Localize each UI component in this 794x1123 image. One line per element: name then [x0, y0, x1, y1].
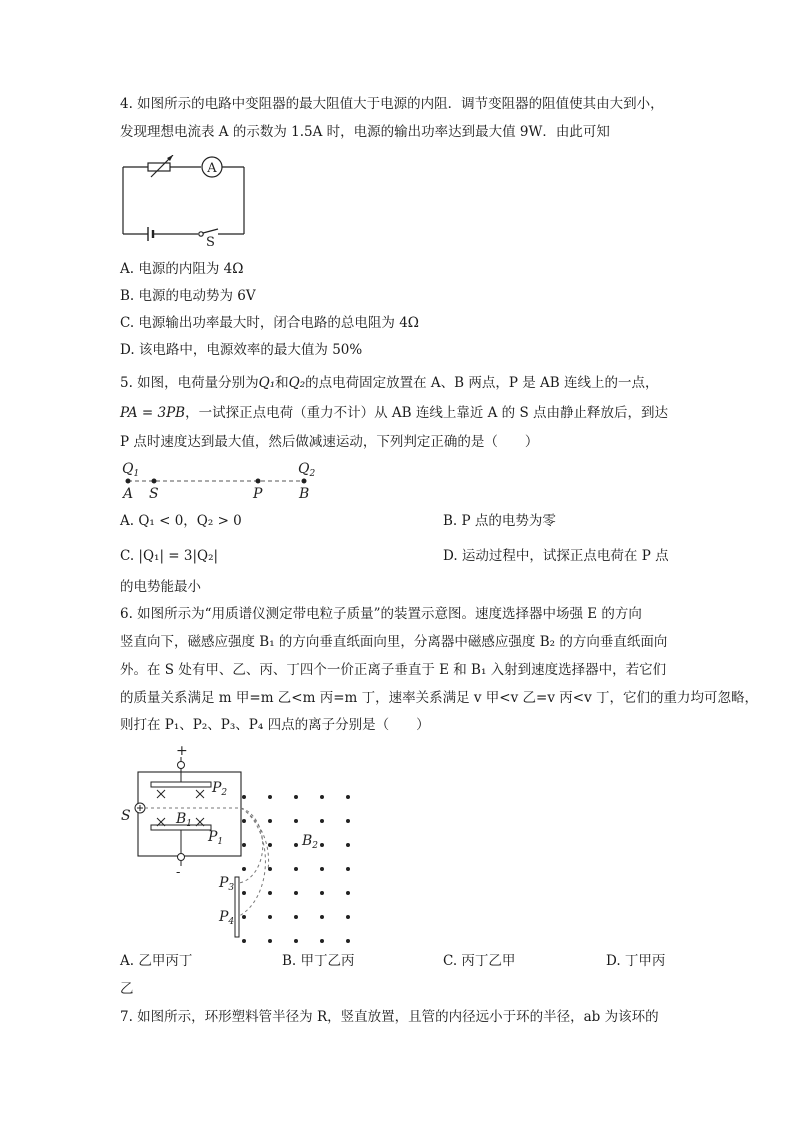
point-b	[302, 479, 307, 484]
field-dot	[346, 843, 350, 847]
minus-terminal	[178, 854, 185, 861]
label-b1: $B_1$	[176, 811, 193, 829]
field-dot	[320, 867, 324, 871]
label-p3: $P_3$	[219, 875, 235, 893]
q5-charge-q1: Q₁	[258, 375, 276, 391]
q5-option-c: C. |Q₁| = 3|Q₂|	[120, 548, 219, 564]
q5-stem-part: 5. 如图，电荷量分别为	[120, 375, 259, 391]
field-dot	[294, 843, 298, 847]
field-dot	[242, 939, 246, 943]
point-a	[126, 479, 131, 484]
label-q2: $Q_2$	[298, 461, 316, 479]
ammeter-label: A	[207, 161, 217, 176]
field-dot	[320, 795, 324, 799]
q6-stem-line5: 则打在 P₁、P₂、P₃、P₄ 四点的离子分别是（ ）	[120, 717, 430, 733]
field-dot	[320, 891, 324, 895]
q6-stem-line4: 的质量关系满足 m 甲=m 乙<m 丙=m 丁，速率关系满足 v 甲<v 乙=v 丙<v 丁，它们的重力均可忽略，	[120, 690, 758, 706]
label-a: A	[123, 486, 134, 502]
q5-option-d: D. 运动过程中，试探正点电荷在 P 点	[443, 548, 669, 564]
q5-stem-line3: P 点时速度达到最大值，然后做减速运动，下列判定正确的是（ ）	[120, 434, 539, 450]
field-dot	[346, 867, 350, 871]
field-dot	[268, 915, 272, 919]
detector-plate	[235, 877, 239, 937]
minus-terminal-label: -	[176, 865, 181, 880]
q6-option-b: B. 甲丁乙丙	[282, 953, 355, 969]
field-dot	[320, 819, 324, 823]
q5-stem-line1	[120, 373, 659, 393]
field-dot	[294, 891, 298, 895]
field-dot	[242, 891, 246, 895]
field-dot	[320, 843, 324, 847]
q4-option-a: A. 电源的内阻为 4Ω	[120, 261, 244, 277]
q6-option-d: D. 丁甲丙	[606, 953, 666, 969]
label-p1: $P_1$	[208, 829, 224, 847]
q6-stem-line1: 6. 如图所示为“用质谱仪测定带电粒子质量”的装置示意图。速度选择器中场强 E 的方向	[120, 606, 642, 622]
field-dot	[346, 891, 350, 895]
q4-stem-line2: 发现理想电流表 A 的示数为 1.5A 时，电源的输出功率达到最大值 9W．由此可知	[120, 124, 610, 140]
q6-mass-spectrometer-diagram	[118, 740, 363, 945]
q6-stem-line3: 外。在 S 处有甲、乙、丙、丁四个一价正离子垂直于 E 和 B₁ 入射到速度选择器中，若它们	[120, 662, 667, 678]
field-dot	[268, 891, 272, 895]
field-dot	[268, 795, 272, 799]
switch-pivot	[199, 232, 203, 236]
label-b: B	[299, 486, 310, 502]
q6-stem-line2: 竖直向下，磁感应强度 B₁ 的方向垂直纸面向里，分离器中磁感应强度 B₂ 的方向垂直纸面向	[120, 634, 668, 650]
q5-stem-part: 和	[275, 375, 289, 391]
b2-field-dots	[242, 795, 350, 943]
source-s-label: S	[121, 808, 131, 824]
q4-option-b: B. 电源的电动势为 6V	[120, 288, 256, 304]
q6-option-a: A. 乙甲丙丁	[120, 953, 193, 969]
field-dot	[346, 795, 350, 799]
q5-option-b: B. P 点的电势为零	[443, 513, 556, 529]
q6-option-d-cont: 乙	[120, 981, 134, 997]
plus-terminal-label: +	[176, 743, 188, 759]
field-dot	[294, 867, 298, 871]
field-dot	[294, 915, 298, 919]
field-dot	[294, 939, 298, 943]
field-dot	[268, 819, 272, 823]
field-dot	[242, 915, 246, 919]
plus-terminal	[178, 762, 185, 769]
field-dot	[242, 795, 246, 799]
field-dot	[242, 867, 246, 871]
label-b2: $B_2$	[302, 833, 319, 851]
point-s	[152, 479, 157, 484]
label-p4: $P_4$	[219, 909, 235, 927]
field-dot	[242, 843, 246, 847]
switch-label: S	[206, 235, 215, 247]
label-p2: $P_2$	[212, 780, 228, 798]
q4-option-c: C. 电源输出功率最大时，闭合电路的总电阻为 4Ω	[120, 315, 420, 331]
plate-p2	[151, 782, 211, 787]
label-s: S	[149, 486, 159, 502]
q5-option-a: A. Q₁ < 0，Q₂ > 0	[120, 513, 242, 529]
q4-stem-line1: 4. 如图所示的电路中变阻器的最大阻值大于电源的内阻．调节变阻器的阻值使其由大到小，	[120, 96, 664, 112]
field-dot	[294, 795, 298, 799]
field-dot	[268, 867, 272, 871]
label-q1: $Q_1$	[122, 461, 140, 479]
q5-stem-line2	[120, 403, 668, 423]
field-dot	[320, 915, 324, 919]
ion-trajectories	[239, 808, 269, 916]
field-dot	[268, 939, 272, 943]
point-p	[256, 479, 261, 484]
q4-option-d: D. 该电路中，电源效率的最大值为 50%	[120, 342, 363, 358]
q5-charges-diagram	[118, 458, 328, 503]
field-dot	[242, 819, 246, 823]
label-p: P	[253, 486, 263, 502]
field-dot	[346, 915, 350, 919]
q7-stem-line1: 7. 如图所示，环形塑料管半径为 R，竖直放置，且管的内径远小于环的半径，ab 为该环的	[120, 1009, 659, 1025]
q5-relation: PA = 3PB	[120, 405, 186, 421]
field-dot	[320, 939, 324, 943]
field-dot	[294, 819, 298, 823]
q5-charge-q2: Q₂	[288, 375, 306, 391]
switch-blade	[203, 229, 218, 233]
field-dot	[346, 939, 350, 943]
field-dot	[346, 819, 350, 823]
q4-circuit-diagram	[118, 155, 248, 247]
q5-stem-part: 的点电荷固定放置在 A、B 两点，P 是 AB 连线上的一点，	[305, 375, 659, 391]
q5-option-d-cont: 的电势能最小	[120, 579, 201, 595]
q5-stem-part: ，一试探正点电荷（重力不计）从 AB 连线上靠近 A 的 S 点由静止释放后，到达	[185, 405, 669, 421]
q6-option-c: C. 丙丁乙甲	[443, 953, 516, 969]
field-dot	[268, 843, 272, 847]
